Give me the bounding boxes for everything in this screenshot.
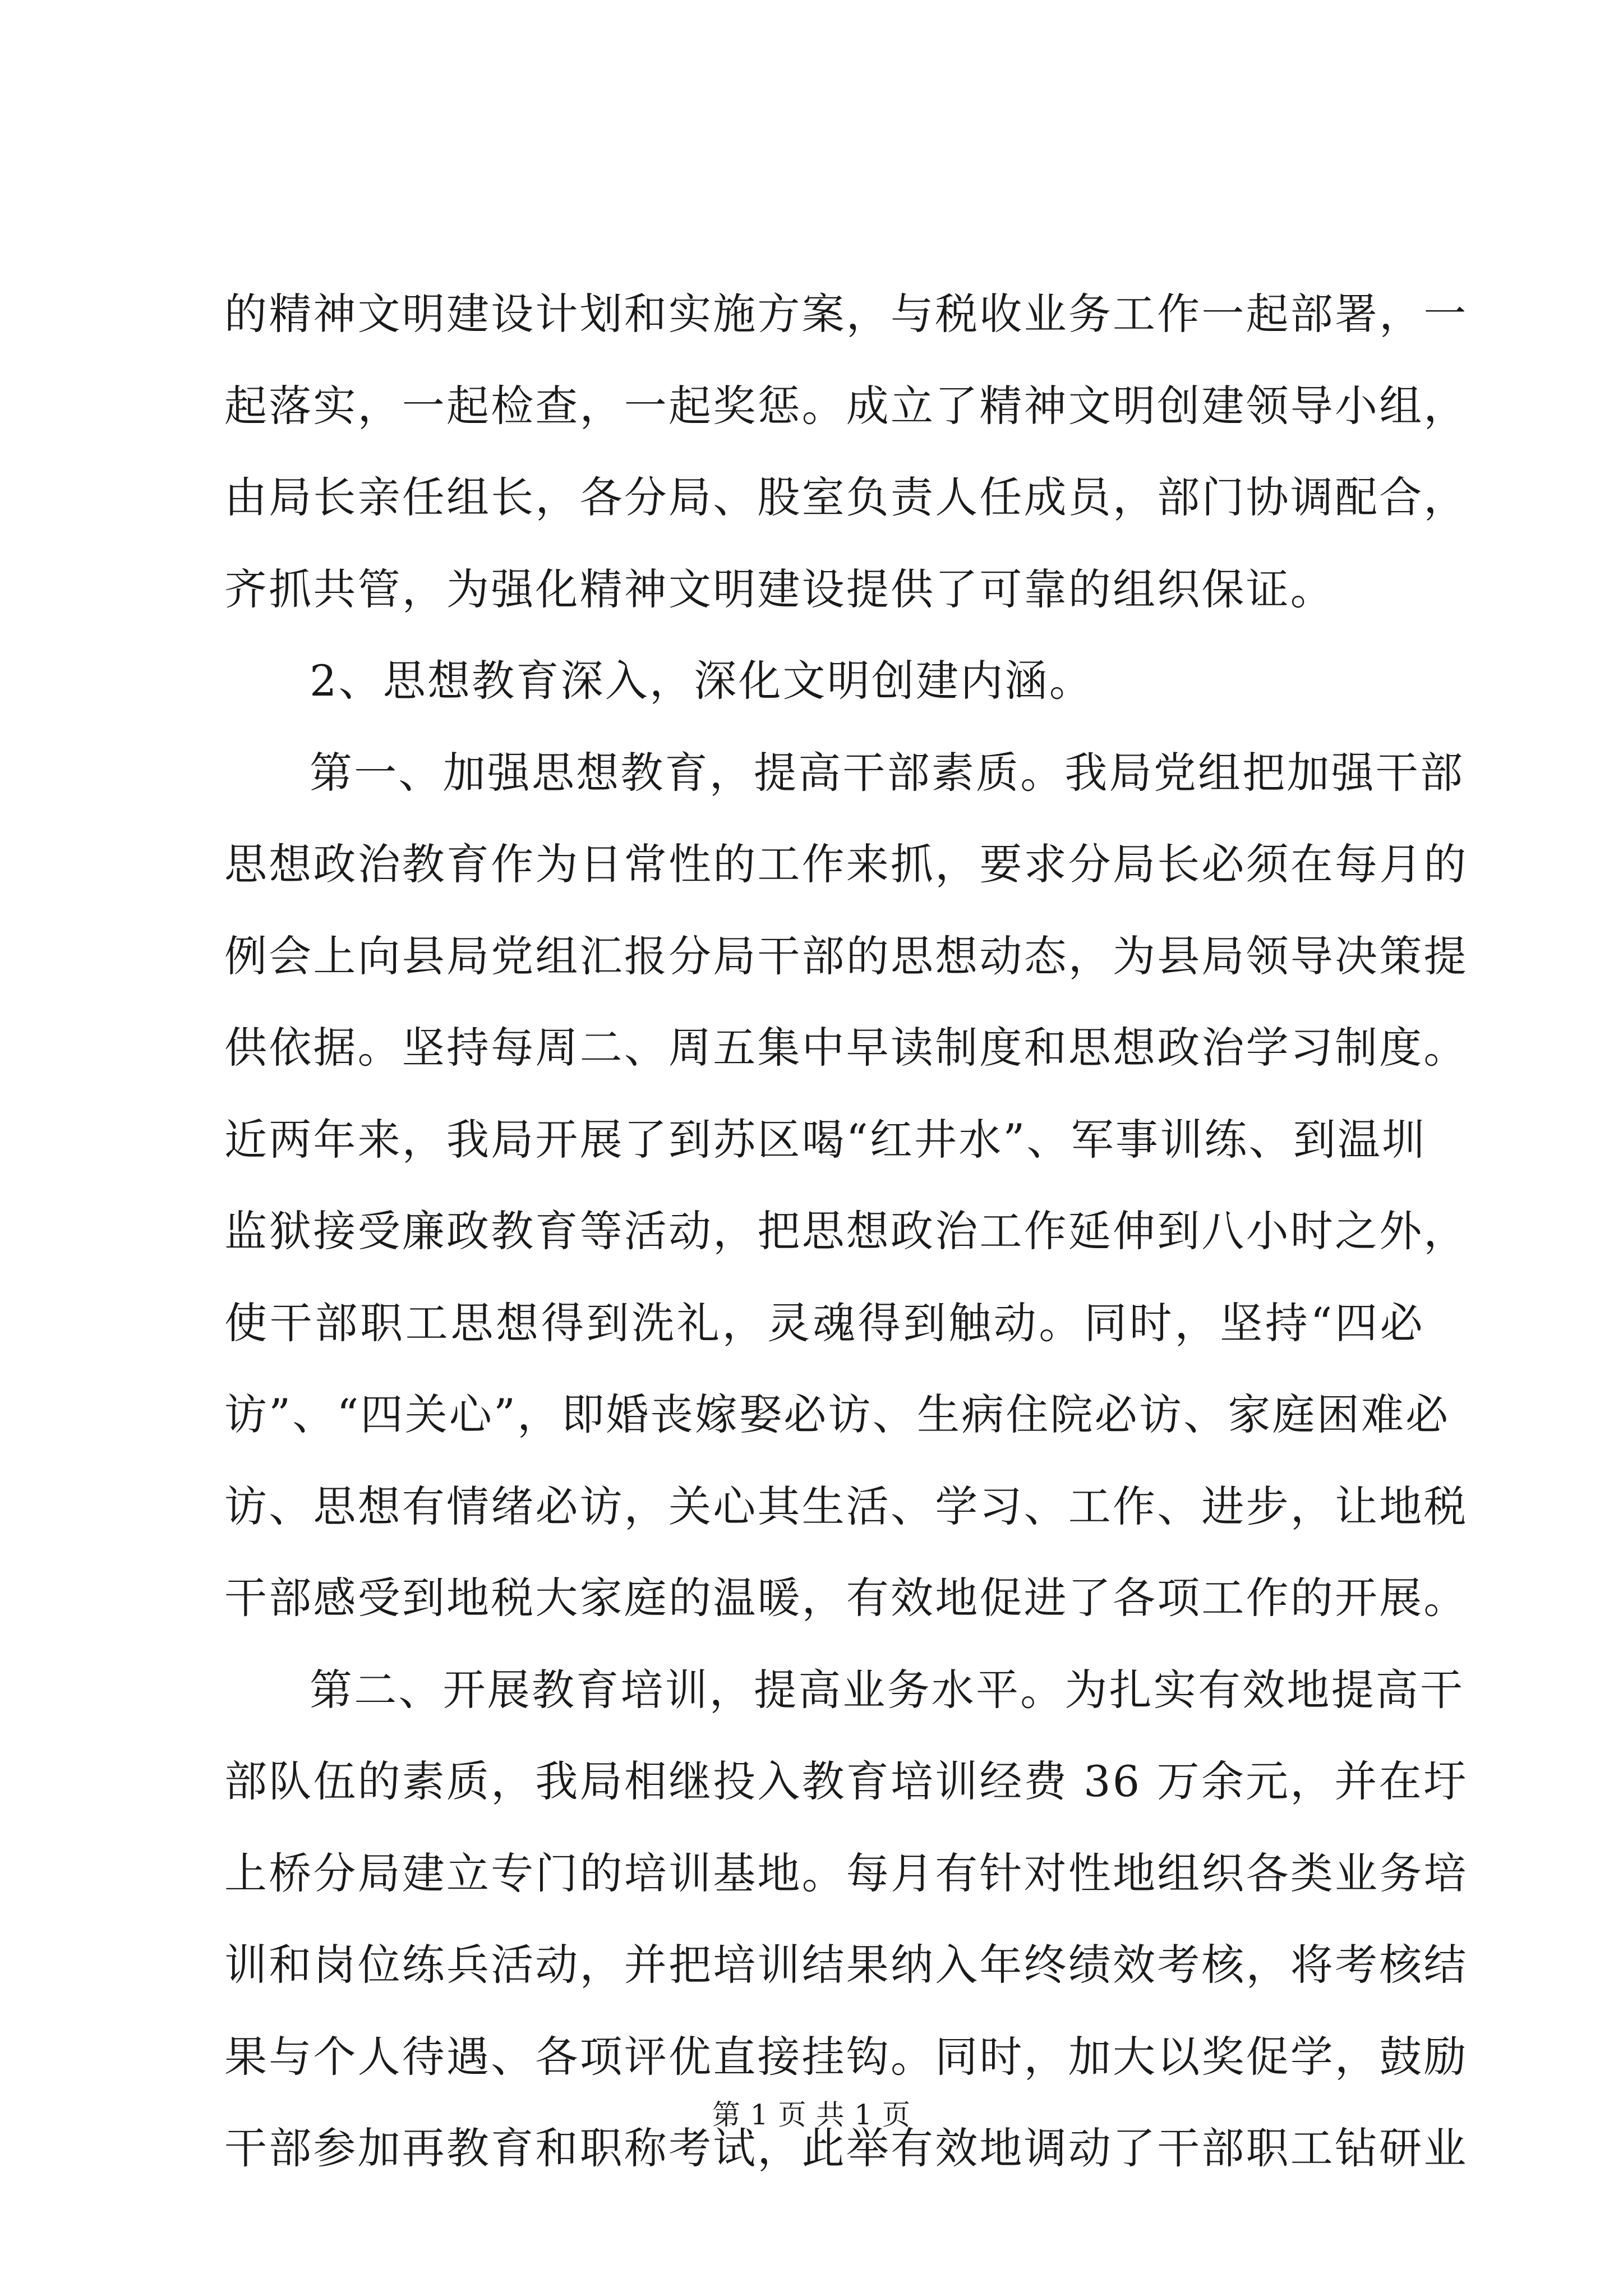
text-line: 监狱接受廉政教育等活动，把思想政治工作延伸到八小时之外， [224, 1206, 1468, 1256]
text-line: 部队伍的素质，我局相继投入教育培训经费 36 万余元，并在圩 [224, 1756, 1468, 1806]
text-line: 使干部职工思想得到洗礼，灵魂得到触动。同时，坚持“四必 [224, 1297, 1424, 1348]
text-line: 近两年来，我局开展了到苏区喝“红井水”、军事训练、到温圳 [224, 1114, 1427, 1165]
text-line: 果与个人待遇、各项评优直接挂钩。同时，加大以奖促学，鼓励 [224, 2031, 1468, 2082]
text-line: 供依据。坚持每周二、周五集中早读制度和思想政治学习制度。 [224, 1023, 1468, 1073]
text-line: 训和岗位练兵活动，并把培训结果纳入年终绩效考核，将考核结 [224, 1940, 1468, 1990]
text-line: 干部参加再教育和职称考试，此举有效地调动了干部职工钻研业 [224, 2123, 1468, 2173]
text-line: 的精神文明建设计划和实施方案，与税收业务工作一起部署，一 [224, 289, 1468, 339]
text-line: 上桥分局建立专门的培训基地。每月有针对性地组织各类业务培 [224, 1848, 1468, 1898]
page-number-footer: 第 1 页 共 1 页 [712, 2099, 911, 2131]
text-line: 访”、“四关心”，即婚丧嫁娶必访、生病住院必访、家庭困难必 [224, 1389, 1450, 1439]
text-line: 由局长亲任组长，各分局、股室负责人任成员，部门协调配合， [224, 472, 1468, 522]
section-heading: 2、思想教育深入，深化文明创建内涵。 [310, 656, 1094, 706]
text-line: 访、思想有情绪必访，关心其生活、学习、工作、进步，让地税 [224, 1481, 1468, 1531]
text-line: 思想政治教育作为日常性的工作来抓，要求分局长必须在每月的 [224, 839, 1468, 889]
body-text [224, 268, 1468, 2194]
text-line: 齐抓共管，为强化精神文明建设提供了可靠的组织保证。 [224, 564, 1335, 614]
text-line: 例会上向县局党组汇报分局干部的思想动态，为县局领导决策提 [224, 931, 1468, 981]
text-line: 第二、开展教育培训，提高业务水平。为扎实有效地提高干 [310, 1664, 1465, 1715]
text-line: 干部感受到地税大家庭的温暖，有效地促进了各项工作的开展。 [224, 1573, 1468, 1623]
text-line: 起落实，一起检查，一起奖惩。成立了精神文明创建领导小组， [224, 380, 1468, 431]
text-line: 第一、加强思想教育，提高干部素质。我局党组把加强干部 [310, 747, 1465, 798]
